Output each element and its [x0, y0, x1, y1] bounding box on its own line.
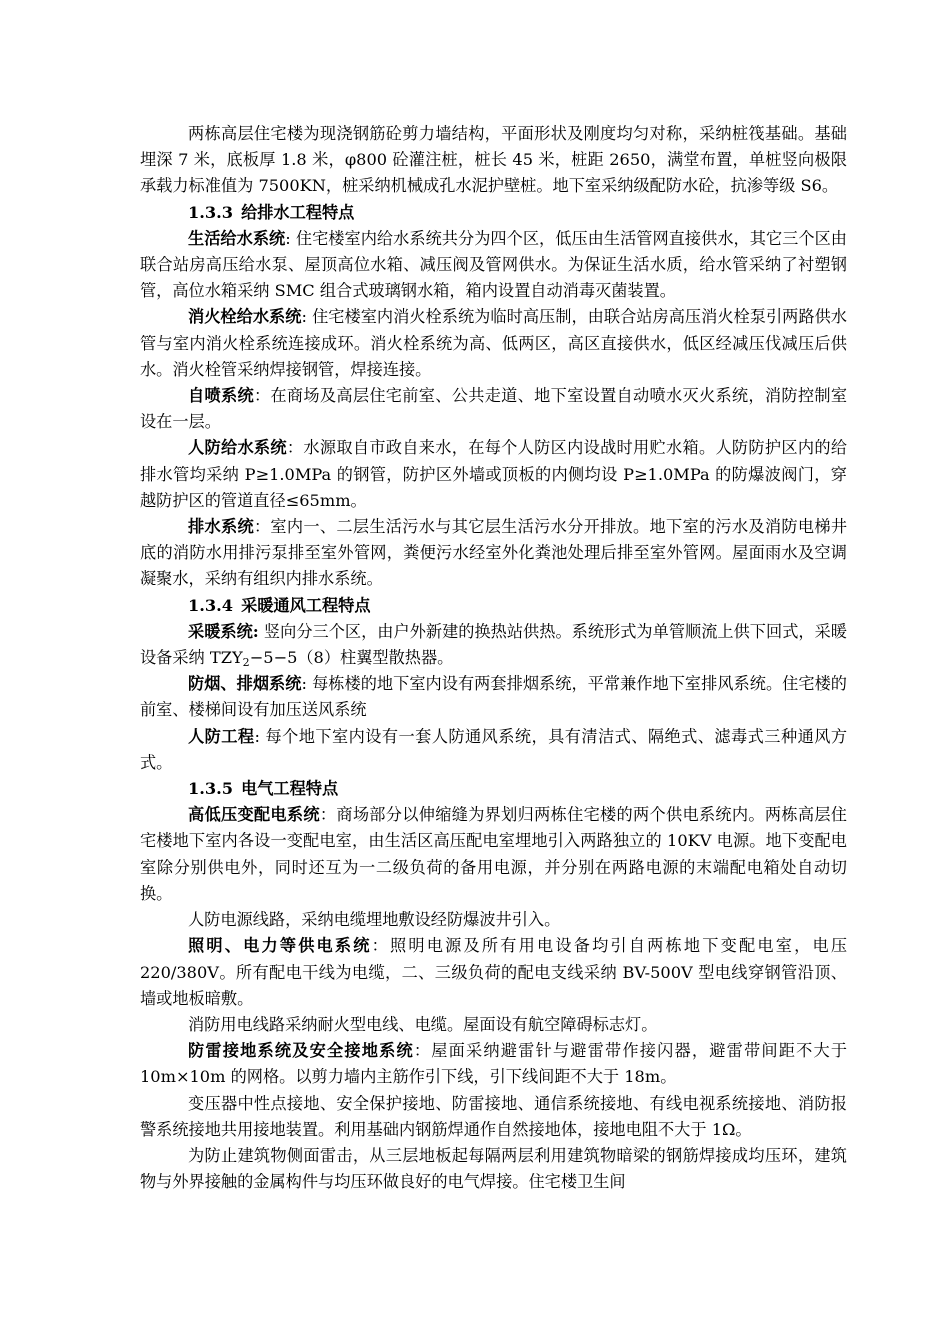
section-title: 给排水工程特点 — [241, 202, 355, 222]
paragraph-drainage: 排水系统：室内一、二层生活污水与其它层生活污水分开排放。地下室的污水及消防电梯井底的消防水用排污泵排至室外管网，粪便污水经室外化粪池处理后排至室外管网。屋面雨水及空调凝聚水，采纳有组织内排水系统。 — [140, 517, 848, 589]
paragraph-common-grounding: 变压器中性点接地、安全保护接地、防雷接地、通信系统接地、有线电视系统接地、消防报警系统接地共用接地装置。利用基础内钢筋焊通作自然接地体，接地电阻不大于 1Ω。 — [140, 1093, 847, 1139]
paragraph-smoke-exhaust: 防烟、排烟系统: 每栋楼的地下室内设有两套排烟系统，平常兼作地下室排风系统。住宅楼的前室、楼梯间设有加压送风系统 — [140, 674, 847, 720]
paragraph-civil-defense-ventilation: 人防工程: 每个地下室内设有一套人防通风系统，具有清洁式、隔绝式、滤毒式三种通风方式。 — [140, 726, 848, 772]
term-label: 采暖系统: — [188, 621, 259, 641]
term-label: 高低压变配电系统 — [188, 805, 320, 825]
term-label: 人防给水系统 — [188, 438, 287, 458]
subscript: 2 — [242, 656, 250, 670]
paragraph-power-distribution: 高低压变配电系统：商场部分以伸缩缝为界划归两栋住宅楼的两个供电系统内。两栋高层住宅楼地下室内各设一变配电室，由生活区高压配电室埋地引入两路独立的 10KV 电源。地下变配电室除分别供电外，同时还互为一二级负荷的备用电源，并分别在两路电源的末端配电箱处自动切换。 — [140, 805, 847, 903]
paragraph-civil-defense-power: 人防电源线路，采纳电缆埋地敷设经防爆波井引入。 — [188, 910, 561, 930]
term-label: 照明、电力等供电系统 — [188, 936, 372, 956]
paragraph-civil-defense-water: 人防给水系统：水源取自市政自来水，在每个人防区内设战时用贮水箱。人防防护区内的给排水管均采纳 P≥1.0MPa 的钢管，防护区外墙或顶板的内侧均设 P≥1.0MPa 的防爆波阀门，穿越防护区的管道直径≤65mm。 — [140, 438, 848, 510]
term-label: 人防工程 — [188, 726, 255, 746]
term-label: 防烟、排烟系统 — [188, 674, 302, 694]
paragraph-lightning-grounding: 防雷接地系统及安全接地系统：屋面采纳避雷针与避雷带作接闪器，避雷带间距不大于 10m×10m 的网格。以剪力墙内主筋作引下线，引下线间距不大于 18m。 — [140, 1041, 848, 1087]
section-number: 1.3.3 — [188, 202, 234, 222]
section-heading-1-3-5 — [140, 776, 847, 802]
section-heading-1-3-3 — [140, 200, 847, 226]
term-label: 生活给水系统 — [188, 228, 286, 248]
paragraph-heating: 采暖系统: 竖向分三个区，由户外新建的换热站供热。系统形式为单管顺流上供下回式，采暖设备采纳 $TZY_2-5-5(8)$柱翼型散热器。 — [140, 621, 847, 670]
term-label: 自喷系统 — [188, 386, 254, 406]
paragraph-lighting-power: 照明、电力等供电系统：照明电源及所有用电设备均引自两栋地下变配电室，电压 220/380V。所有配电干线为电缆，二、三级负荷的配电支线采纳 BV-500V 型电线穿钢管沿顶、墙或地板暗敷。 — [140, 936, 848, 1008]
term-label: 消火栓给水系统 — [188, 307, 302, 327]
section-title: 采暖通风工程特点 — [241, 595, 371, 615]
paragraph-foundation: 两栋高层住宅楼为现浇钢筋砼剪力墙结构，平面形状及刚度均匀对称，采纳桩筏基础。基础埋深 7 米，底板厚 1.8 米，φ800 砼灌注桩，桩长 45 米，桩距 2650，满堂布置，单桩竖向极限承载力标准值为 7500KN，桩采纳机械成孔水泥护壁桩。地下室采纳级配防水砼，抗渗等级 S6。 — [140, 124, 847, 196]
term-label: 防雷接地系统及安全接地系统 — [188, 1041, 414, 1061]
section-number: 1.3.5 — [188, 779, 234, 799]
term-label: 排水系统 — [188, 517, 254, 537]
section-title: 电气工程特点 — [241, 779, 339, 799]
document-body — [140, 121, 847, 1195]
paragraph-sprinkler: 自喷系统：在商场及高层住宅前室、公共走道、地下室设置自动喷水灭火系统，消防控制室设在一层。 — [140, 386, 848, 432]
paragraph-fire-wiring: 消防用电线路采纳耐火型电线、电缆。屋面设有航空障碍标志灯。 — [188, 1014, 658, 1034]
section-heading-1-3-4 — [140, 593, 847, 619]
paragraph-domestic-water: 生活给水系统: 住宅楼室内给水系统共分为四个区，低压由生活管网直接供水，其它三个区由联合站房高压给水泵、屋顶高位水箱、减压阀及管网供水。为保证生活水质，给水管采纳了衬塑钢管，高位水箱采纳 SMC 组合式玻璃钢水箱，箱内设置自动消毒灭菌装置。 — [140, 228, 847, 301]
section-number: 1.3.4 — [188, 595, 234, 615]
paragraph-hydrant-water: 消火栓给水系统: 住宅楼室内消火栓系统为临时高压制，由联合站房高压消火栓泵引两路供水管与室内消火栓系统连接成环。消火栓系统为高、低两区，高区直接供水，低区经减压伐减压后供水。消火栓管采纳焊接钢管，焊接连接。 — [140, 307, 847, 379]
paragraph-side-strike: 为防止建筑物侧面雷击，从三层地板起每隔两层利用建筑物暗梁的钢筋焊接成均压环，建筑物与外界接触的金属构件与均压环做良好的电气焊接。住宅楼卫生间 — [140, 1145, 847, 1192]
